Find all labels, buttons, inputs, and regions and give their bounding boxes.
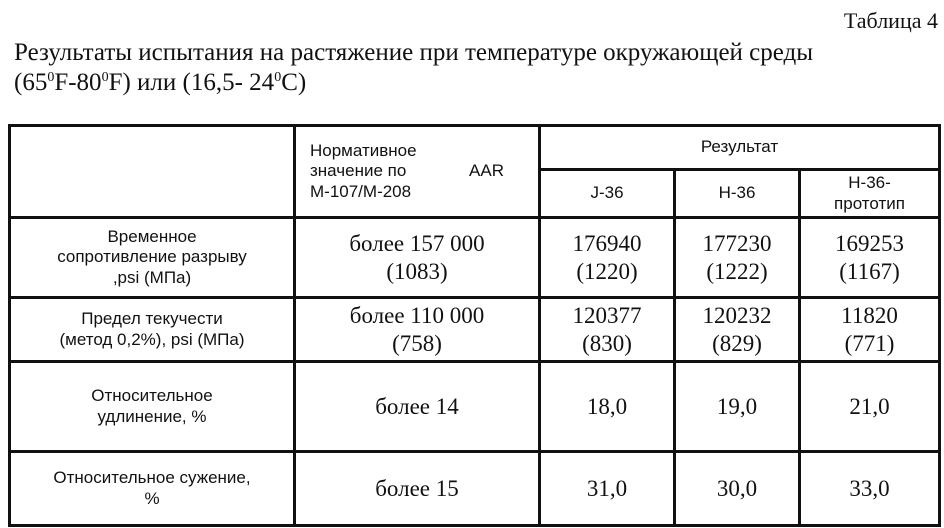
row-tensile-strength	[10, 218, 940, 298]
value-j36: 176940 (1220)	[540, 218, 675, 298]
value-h36-prototype: 33,0	[800, 452, 940, 526]
norm-value: более 14	[295, 362, 540, 452]
title-line-2: $(65^0F-80^0F)$ или (16,5- $24^0C$)	[14, 69, 307, 96]
value-j36: 120377 (830)	[540, 298, 675, 362]
table-title	[14, 38, 934, 98]
value-h36-prototype: 11820 (771)	[800, 298, 940, 362]
value-h36: 177230 (1222)	[675, 218, 800, 298]
row-label: Предел текучести (метод 0,2%), psi (МПа)	[10, 298, 295, 362]
norm-value: более 15	[295, 452, 540, 526]
header-j36: J-36	[540, 170, 675, 218]
header-norm-cell: Нормативное значение по AAR M-107/M-208	[295, 126, 540, 218]
row-yield-strength	[10, 298, 940, 362]
header-blank-cell	[10, 126, 295, 218]
header-h36: H-36	[675, 170, 800, 218]
norm-value: более 157 000 (1083)	[295, 218, 540, 298]
row-reduction-of-area	[10, 452, 940, 526]
row-label: Временное сопротивление разрыву ,psi (МПа)	[10, 218, 295, 298]
value-j36: 31,0	[540, 452, 675, 526]
header-result-cell: Результат	[540, 126, 940, 170]
value-h36: 30,0	[675, 452, 800, 526]
table-caption: Таблица 4	[843, 8, 938, 33]
value-h36-prototype: 21,0	[800, 362, 940, 452]
header-h36-prototype: H-36- прототип	[800, 170, 940, 218]
norm-value: более 110 000 (758)	[295, 298, 540, 362]
row-label: Относительное удлинение, %	[10, 362, 295, 452]
title-line-1: Результаты испытания на растяжение при температуре окружающей среды	[14, 39, 814, 66]
value-h36: 120232 (829)	[675, 298, 800, 362]
value-j36: 18,0	[540, 362, 675, 452]
row-elongation	[10, 362, 940, 452]
value-h36-prototype: 169253 (1167)	[800, 218, 940, 298]
value-h36: 19,0	[675, 362, 800, 452]
results-table	[8, 124, 941, 527]
header-row-1	[10, 126, 940, 170]
row-label: Относительное сужение, %	[10, 452, 295, 526]
